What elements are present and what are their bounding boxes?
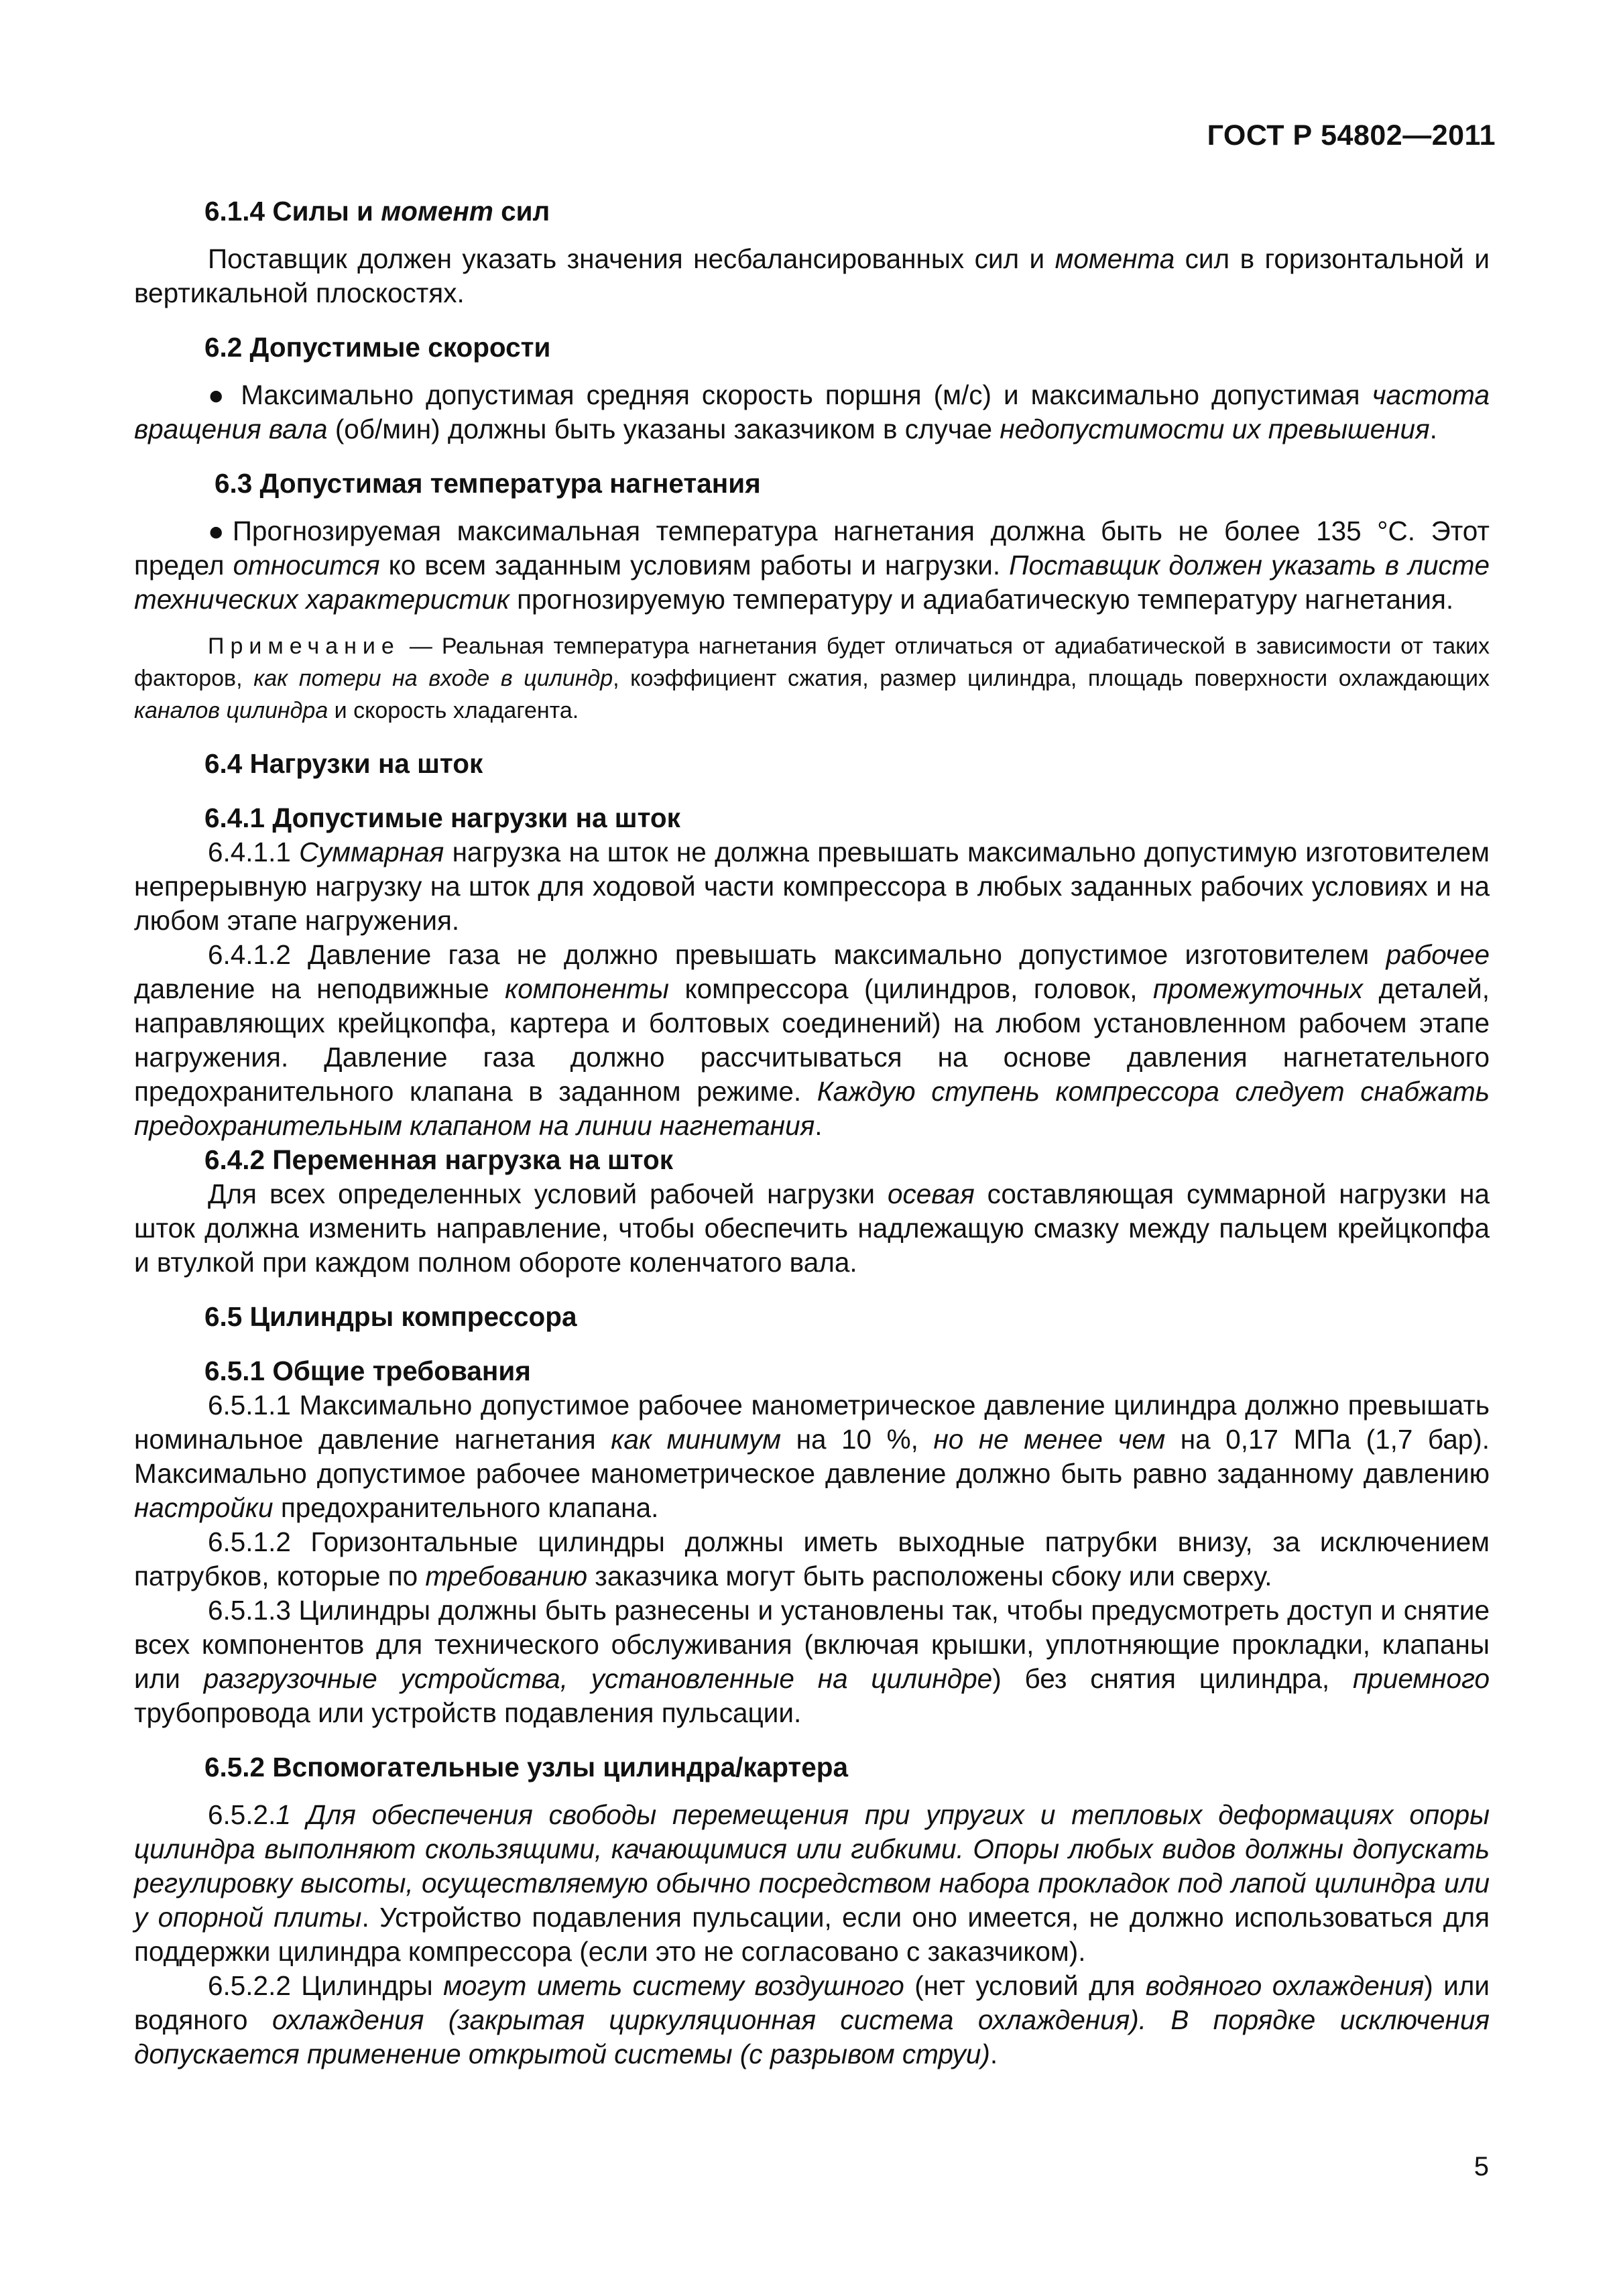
section-heading-6-5-2: 6.5.2 Вспомогательные узлы цилиндра/картера bbox=[204, 1752, 849, 1783]
paragraph-6-5-1-3: 6.5.1.3 Цилиндры должны быть разнесены и установлены так, чтобы предусмотреть доступ и снятие всех компонентов для технического обслуживания (включая крышки, уплотняющие прокладки, клапаны или разгрузочные устройства, установленные на цилиндре) без снятия цилиндра, приемного трубопровода или устройств подавления пульсации. bbox=[134, 1595, 1490, 1728]
section-heading-6-5-1: 6.5.1 Общие требования bbox=[204, 1355, 531, 1386]
document-standard-id: ГОСТ Р 54802—2011 bbox=[1207, 119, 1496, 152]
section-heading-6-3: 6.3 Допустимая температура нагнетания bbox=[215, 468, 761, 499]
section-heading-6-4-1: 6.4.1 Допустимые нагрузки на шток bbox=[204, 802, 680, 833]
note-6-3: Примечание — Реальная температура нагнетания будет отличаться от адиабатической в зависимости от таких факторов, как потери на входе в цилиндр, коэффициент сжатия, размер цилиндра, площадь поверхности охлаждающих каналов цилиндра и скорость хладагента. bbox=[134, 633, 1490, 723]
note-label: Примечание bbox=[208, 633, 400, 659]
section-heading-6-2: 6.2 Допустимые скорости bbox=[204, 332, 551, 363]
page-number: 5 bbox=[1474, 2152, 1489, 2181]
paragraph-6-5-2-1: 6.5.2.1 Для обеспечения свободы перемещения при упругих и тепловых деформациях опоры цилиндра выполняют скользящими, качающимися или гибкими. Опоры любых видов должны допускать регулировку высоты, осуществляемую обычно посредством набора прокладок под лапой цилиндра или у опорной плиты. Устройство подавления пульсации, если оно имеется, не должно использоваться для поддержки цилиндра компрессора (если это не согласовано с заказчиком). bbox=[134, 1799, 1490, 1967]
paragraph-6-1-4: Поставщик должен указать значения несбалансированных сил и момента сил в горизонтальной и вертикальной плоскостях. bbox=[134, 243, 1490, 308]
page-body bbox=[134, 194, 1490, 2071]
paragraph-6-5-1-1: 6.5.1.1 Максимально допустимое рабочее манометрическое давление цилиндра должно превышать номинальное давление нагнетания как минимум на 10 %, но не менее чем на 0,17 МПа (1,7 бар). Максимально допустимое рабочее манометрическое давление должно быть равно заданному давлению настройки предохранительного клапана. bbox=[134, 1390, 1490, 1523]
section-heading-6-4-2: 6.4.2 Переменная нагрузка на шток bbox=[204, 1144, 674, 1175]
section-heading-6-4: 6.4 Нагрузки на шток bbox=[204, 748, 483, 779]
paragraph-6-5-2-2: 6.5.2.2 Цилиндры могут иметь систему воздушного (нет условий для водяного охлаждения) или водяного охлаждения (закрытая циркуляционная система охлаждения). В порядке исключения допускается применение открытой системы (с разрывом струи). bbox=[134, 1970, 1490, 2069]
paragraph-6-5-1-2: 6.5.1.2 Горизонтальные цилиндры должны иметь выходные патрубки внизу, за исключением патрубков, которые по требованию заказчика могут быть расположены сбоку или сверху. bbox=[134, 1526, 1490, 1591]
paragraph-6-2: ● Максимально допустимая средняя скорость поршня (м/с) и максимально допустимая частота вращения вала (об/мин) должны быть указаны заказчиком в случае недопустимости их превышения. bbox=[134, 379, 1490, 444]
section-heading-6-1-4: 6.1.4 Силы и момент сил bbox=[204, 196, 550, 227]
section-heading-6-5: 6.5 Цилиндры компрессора bbox=[204, 1301, 577, 1332]
paragraph-6-4-1-2: 6.4.1.2 Давление газа не должно превышать максимально допустимое изготовителем рабочее давление на неподвижные компоненты компрессора (цилиндров, головок, промежуточных деталей, направляющих крейцкопфа, картера и болтовых соединений) на любом установленном рабочем этапе нагружения. Давление газа должно рассчитываться на основе давления нагнетательного предохранительного клапана в заданном режиме. Каждую ступень компрессора следует снабжать предохранительным клапаном на линии нагнетания. bbox=[134, 939, 1490, 1141]
paragraph-6-4-1-1: 6.4.1.1 Суммарная нагрузка на шток не должна превышать максимально допустимую изготовителем непрерывную нагрузку на шток для ходовой части компрессора в любых заданных рабочих условиях и на любом этапе нагружения. bbox=[134, 837, 1490, 936]
paragraph-6-3: ●Прогнозируемая максимальная температура нагнетания должна быть не более 135 °С. Этот предел относится ко всем заданным условиям работы и нагрузки. Поставщик должен указать в листе технических характеристик прогнозируемую температуру и адиабатическую температуру нагнетания. bbox=[134, 516, 1490, 615]
paragraph-6-4-2: Для всех определенных условий рабочей нагрузки осевая составляющая суммарной нагрузки на шток должна изменить направление, чтобы обеспечить надлежащую смазку между пальцем крейцкопфа и втулкой при каждом полном обороте коленчатого вала. bbox=[134, 1179, 1490, 1278]
